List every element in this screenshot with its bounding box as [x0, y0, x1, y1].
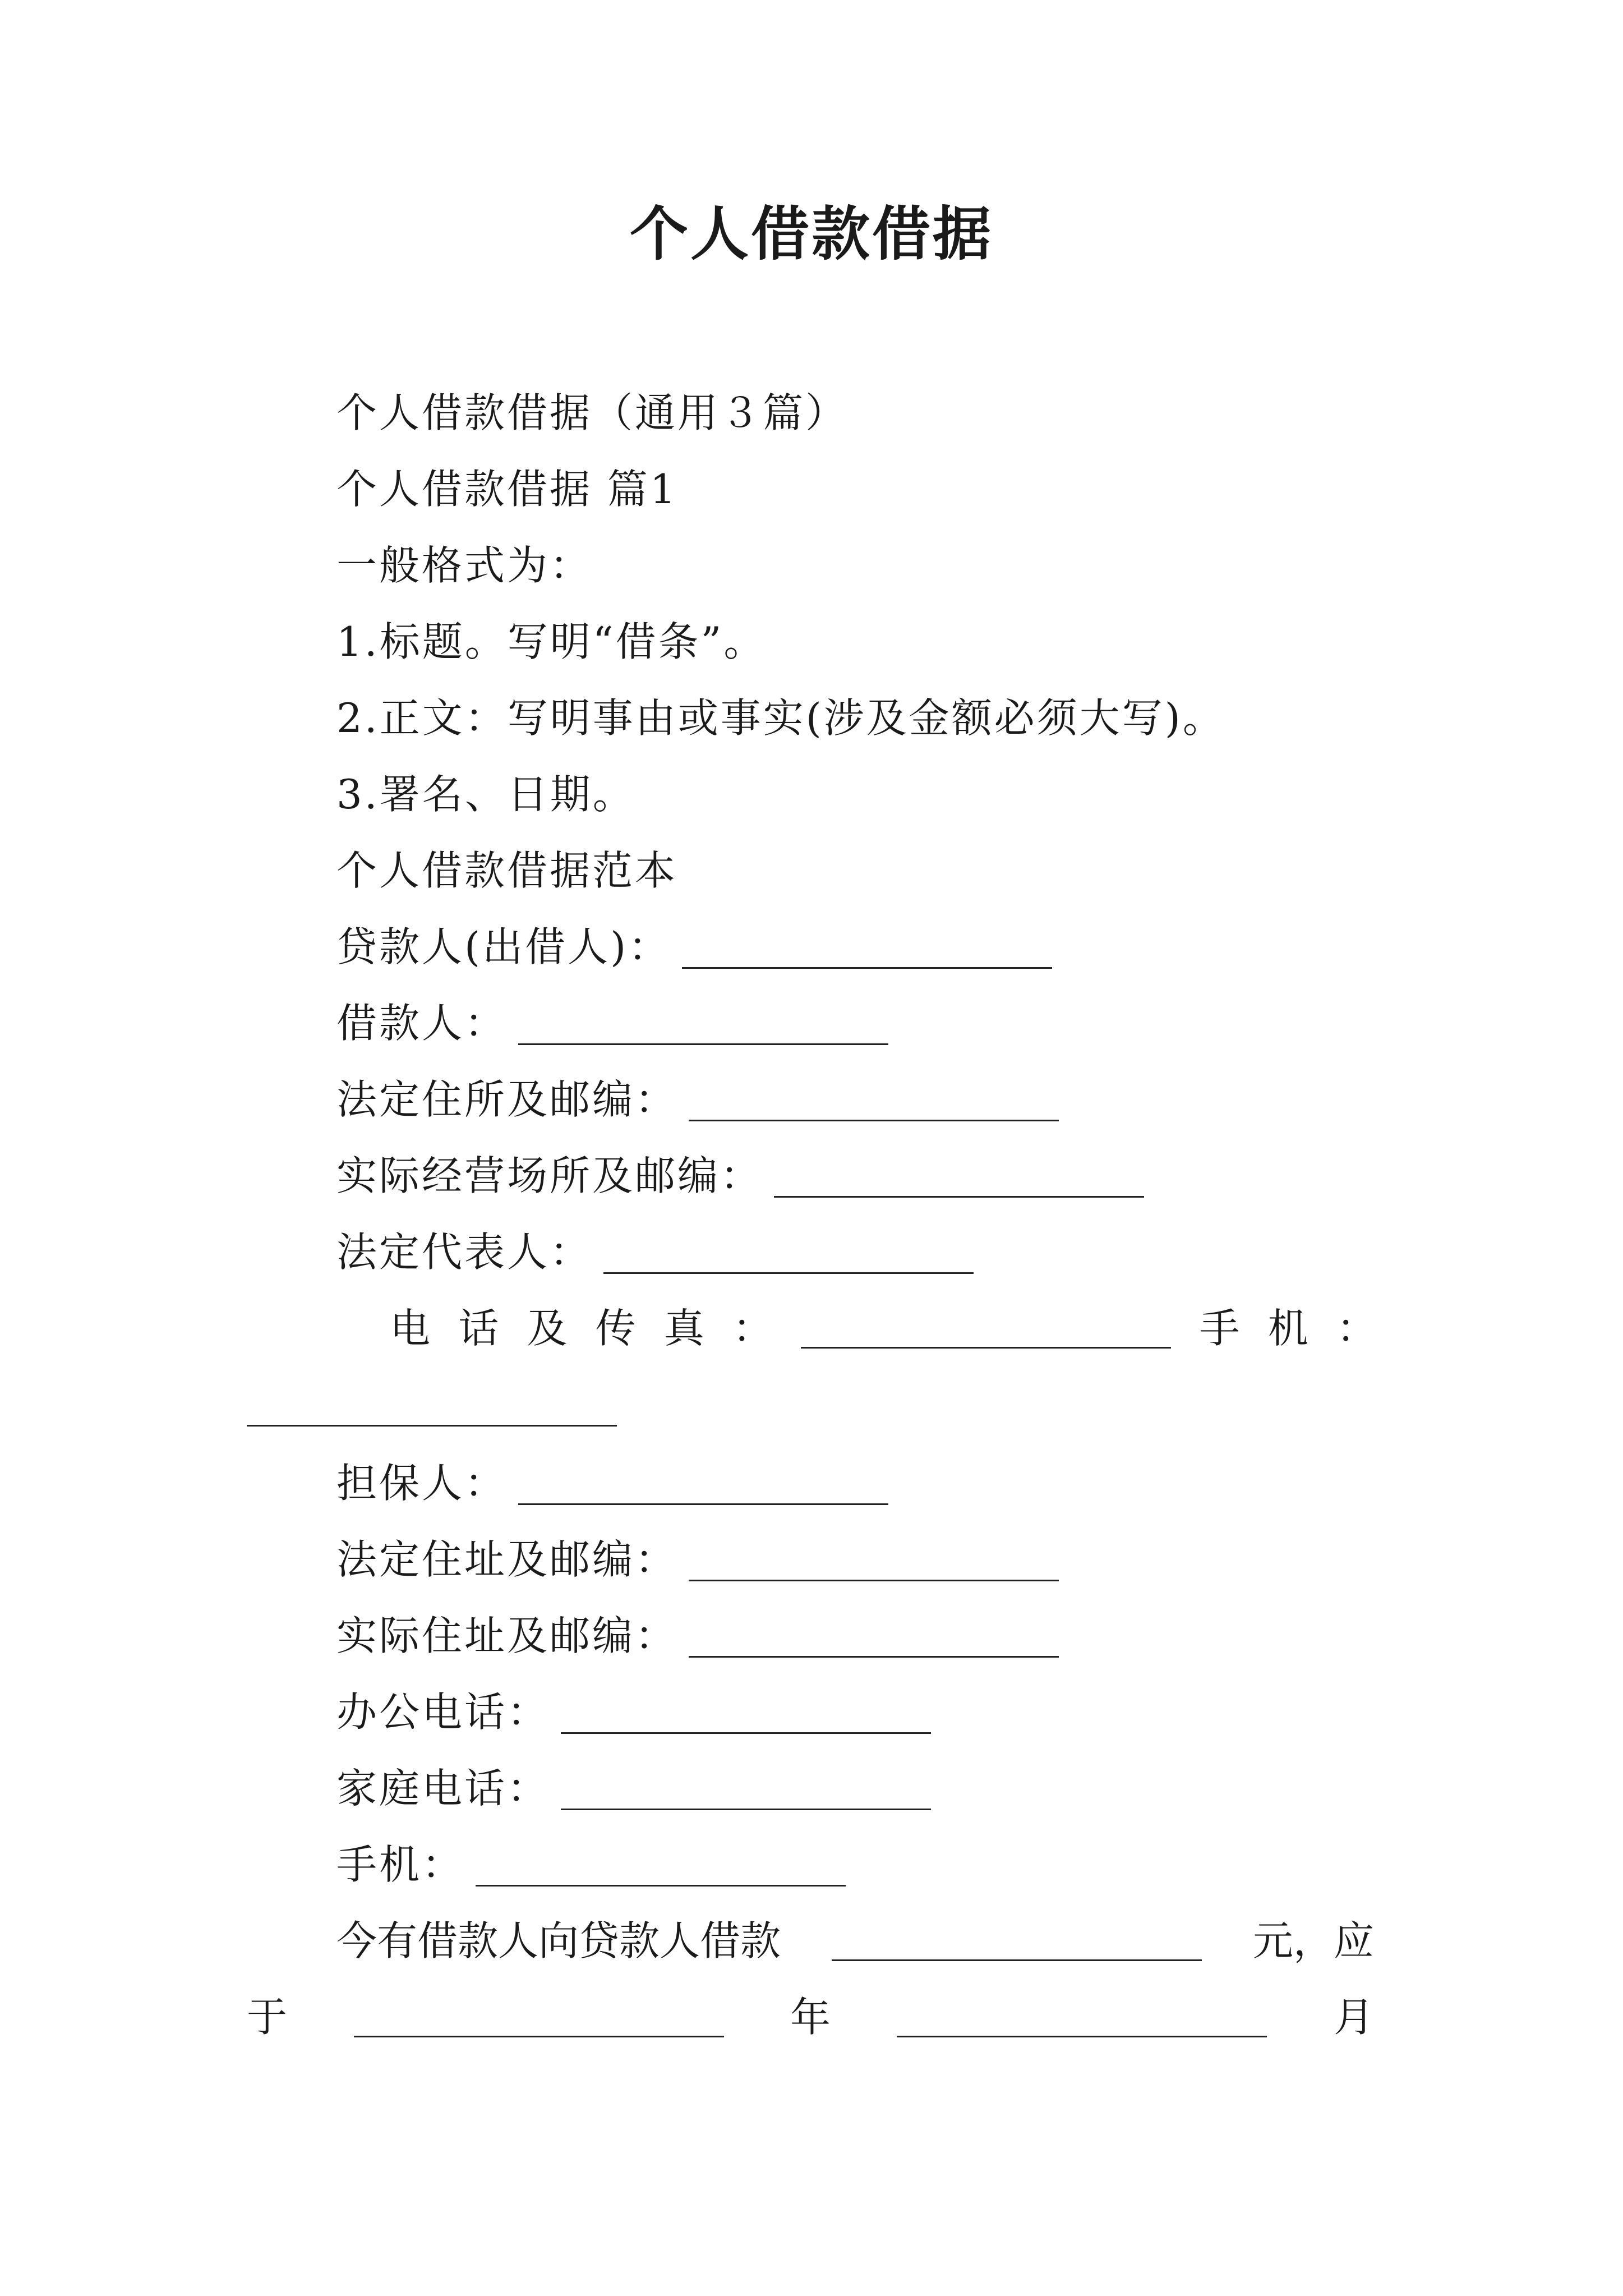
- blank-line: [518, 1041, 888, 1045]
- loan-sentence: [336, 1917, 1374, 1964]
- field-guarantor-actual-address: [336, 1612, 1059, 1659]
- blank-line: [801, 1347, 1171, 1349]
- field-lender-label: 贷款人(出借人)：: [336, 923, 671, 970]
- blank-line: [689, 1654, 1059, 1658]
- field-legal-rep: [336, 1228, 974, 1276]
- doc-line-1: 个人借款借据（通用３篇）: [336, 389, 849, 436]
- doc-line-3: 一般格式为：: [336, 542, 593, 589]
- date-year: 年: [790, 1994, 831, 2041]
- field-home-phone-label: 家庭电话：: [336, 1765, 550, 1812]
- blank-line-amount: [832, 1959, 1202, 1961]
- field-legal-rep-label: 法定代表人：: [336, 1228, 593, 1276]
- blank-line: [603, 1270, 974, 1274]
- phone-fax-char: 及: [527, 1305, 568, 1352]
- doc-line-4: 1.标题。写明“借条”。: [336, 618, 767, 665]
- phone-fax-char: 话: [458, 1305, 499, 1352]
- mobile-char: ：: [1336, 1305, 1377, 1352]
- blank-line: [774, 1194, 1144, 1198]
- doc-line-2: 个人借款借据 篇1: [336, 466, 678, 513]
- field-borrower: [336, 1000, 888, 1047]
- field-legal-address: [336, 1076, 1059, 1123]
- blank-line: [518, 1501, 888, 1505]
- field-office-phone-label: 办公电话：: [336, 1688, 550, 1736]
- doc-line-6: 3.署名、日期。: [336, 771, 635, 818]
- loan-sentence-prefix: 今有借款人向贷款人借款: [336, 1917, 781, 1964]
- loan-sentence-unit: 元，应: [1252, 1917, 1374, 1964]
- field-phone-fax-row: [390, 1305, 1377, 1352]
- field-business-address: [336, 1152, 1144, 1199]
- blank-line: [476, 1883, 846, 1887]
- blank-line: [682, 965, 1052, 969]
- field-guarantor-actual-address-label: 实际住址及邮编：: [336, 1612, 678, 1659]
- field-guarantor: [336, 1460, 888, 1507]
- blank-line-year: [354, 2036, 724, 2037]
- field-mobile: [336, 1841, 846, 1888]
- field-home-phone: [336, 1765, 931, 1812]
- mobile-char: 机: [1267, 1305, 1308, 1352]
- field-guarantor-label: 担保人：: [336, 1460, 508, 1507]
- date-yu: 于: [247, 1994, 288, 2041]
- field-office-phone: [336, 1688, 931, 1736]
- field-guarantor-legal-address-label: 法定住址及邮编：: [336, 1536, 678, 1583]
- blank-line: [689, 1577, 1059, 1581]
- field-business-address-label: 实际经营场所及邮编：: [336, 1152, 763, 1199]
- phone-fax-char: 真: [663, 1305, 704, 1352]
- phone-fax-char: ：: [732, 1305, 773, 1352]
- blank-line-mobile: [247, 1425, 617, 1427]
- doc-line-7: 个人借款借据范本: [336, 847, 678, 894]
- doc-line-5: 2.正文：写明事由或事实(涉及金额必须大写)。: [336, 694, 1225, 742]
- field-borrower-label: 借款人：: [336, 1000, 508, 1047]
- field-lender: [336, 923, 1052, 970]
- field-guarantor-legal-address: [336, 1536, 1059, 1583]
- date-month: 月: [1333, 1994, 1374, 2041]
- blank-line: [561, 1806, 931, 1810]
- document-title: 个人借款借据: [629, 199, 993, 268]
- field-legal-address-label: 法定住所及邮编：: [336, 1076, 678, 1123]
- blank-line: [561, 1730, 931, 1734]
- phone-fax-char: 电: [390, 1305, 431, 1352]
- mobile-char: 手: [1199, 1305, 1240, 1352]
- repay-date-row: [247, 1994, 1374, 2041]
- blank-line-month: [897, 2036, 1267, 2037]
- blank-line: [689, 1117, 1059, 1121]
- phone-fax-char: 传: [595, 1305, 636, 1352]
- field-mobile-label: 手机：: [336, 1841, 465, 1888]
